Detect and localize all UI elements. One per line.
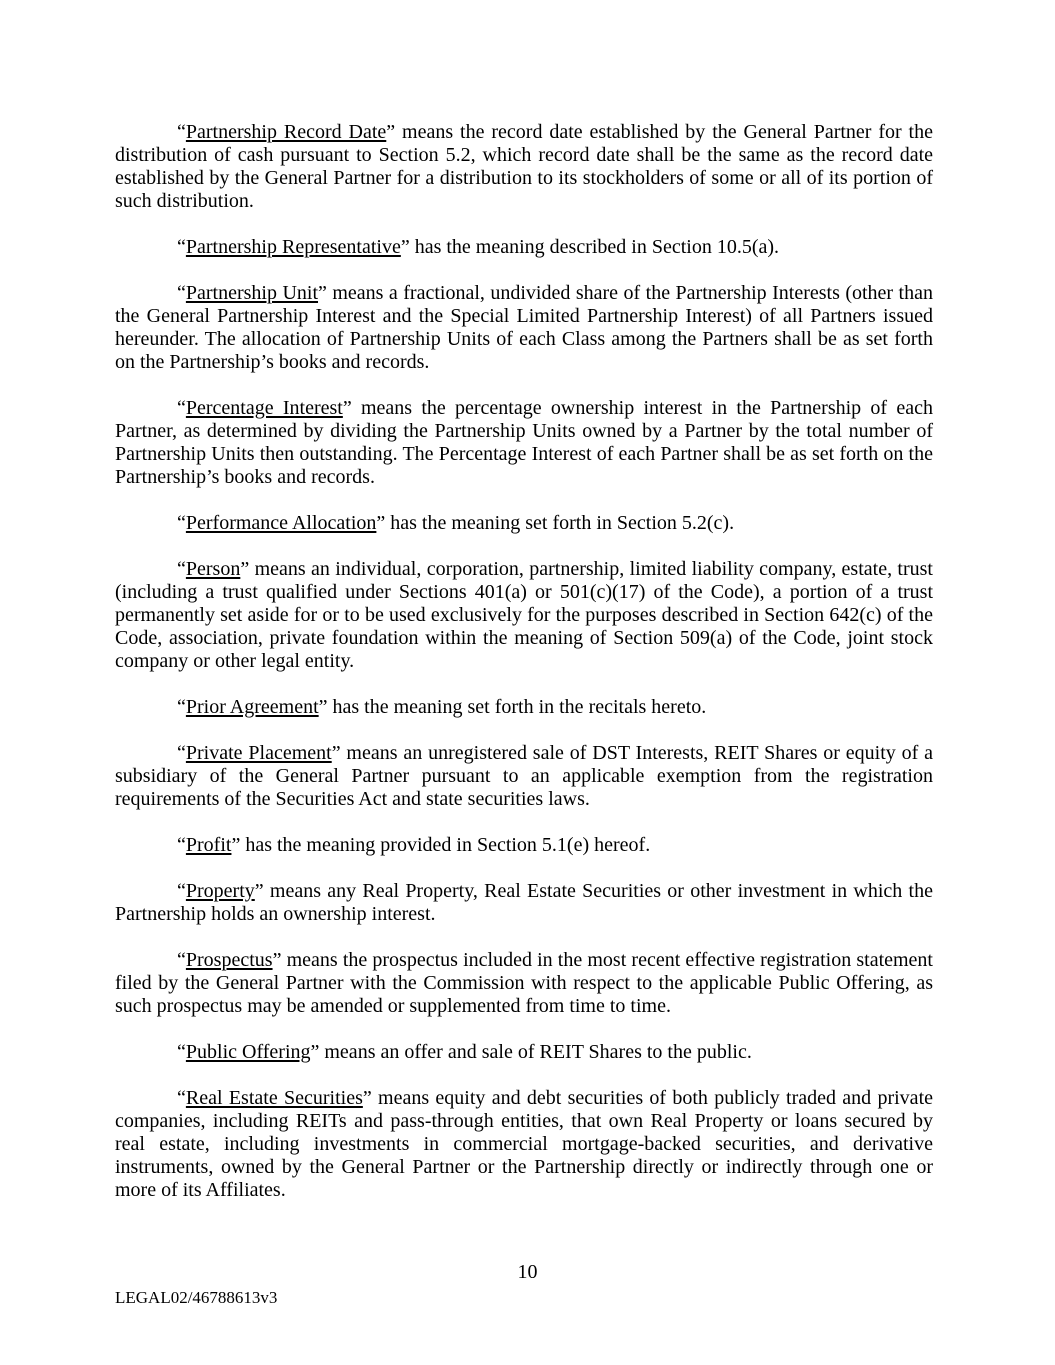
definition-paragraph: [115, 742, 933, 811]
definition-paragraph: [115, 121, 933, 213]
defined-term: Performance Allocation: [185, 512, 377, 534]
open-quote: “: [177, 880, 186, 902]
definition-text: ” means a fractional, undivided share of the Partnership Interests (other than the General Partnership Interest and the Special Limited Partnership Interest) of all Partners issued hereunder. The allocation of Partnership Units of each Class among the Partners shall be as set forth on the Partnership’s books and records.: [115, 282, 933, 373]
page-number: 10: [517, 1261, 538, 1283]
open-quote: “: [177, 282, 186, 304]
open-quote: “: [177, 1041, 186, 1063]
definition-text: ” means the percentage ownership interest in the Partnership of each Partner, as determined by dividing the Partnership Units owned by a Partner by the total number of Partnership Units then outstanding. The Percentage Interest of each Partner shall be as set forth on the Partnership’s books and records.: [115, 397, 933, 488]
defined-term: Prior Agreement: [185, 696, 319, 718]
definition-paragraph: [115, 236, 933, 259]
open-quote: “: [177, 949, 186, 971]
defined-term: Person: [185, 558, 241, 580]
open-quote: “: [177, 397, 186, 419]
definition-text: ” means any Real Property, Real Estate Securities or other investment in which the Partnership holds an ownership interest.: [115, 880, 933, 925]
definition-paragraph: [115, 834, 933, 857]
definition-text: ” has the meaning set forth in the recitals hereto.: [318, 696, 707, 718]
defined-term: Partnership Record Date: [185, 121, 387, 143]
definition-paragraph: [115, 696, 933, 719]
defined-term: Partnership Unit: [185, 282, 319, 304]
defined-term: Real Estate Securities: [185, 1087, 363, 1109]
open-quote: “: [177, 236, 186, 258]
document-body: [115, 121, 933, 1225]
definition-paragraph: [115, 558, 933, 673]
definition-paragraph: [115, 1041, 933, 1064]
open-quote: “: [177, 742, 186, 764]
definition-paragraph: [115, 880, 933, 926]
defined-term: Public Offering: [185, 1041, 311, 1063]
open-quote: “: [177, 558, 186, 580]
defined-term: Private Placement: [185, 742, 332, 764]
definition-text: ” means the record date established by the General Partner for the distribution of cash pursuant to Section 5.2, which record date shall be the same as the record date established by the General Partner for a distribution to its stockholders of some or all of its portion of such distribution.: [115, 121, 933, 212]
open-quote: “: [177, 1087, 186, 1109]
definition-paragraph: [115, 397, 933, 489]
definition-text: ” has the meaning provided in Section 5.1(e) hereof.: [231, 834, 651, 856]
definition-paragraph: [115, 282, 933, 374]
definition-paragraph: [115, 949, 933, 1018]
defined-term: Percentage Interest: [185, 397, 343, 419]
definition-text: ” means the prospectus included in the most recent effective registration statement filed by the General Partner with the Commission with respect to the applicable Public Offering, as such prospectus may be amended or supplemented from time to time.: [115, 949, 933, 1017]
definition-text: ” means an individual, corporation, partnership, limited liability company, estate, trust (including a trust qualified under Sections 401(a) or 501(c)(17) of the Code), a portion of a trust permanently set aside for or to be used exclusively for the purposes described in Section 642(c) of the Code, association, private foundation within the meaning of Section 509(a) of the Code, joint stock company or other legal entity.: [115, 558, 933, 672]
definition-paragraph: [115, 512, 933, 535]
definition-text: ” has the meaning set forth in Section 5.2(c).: [376, 512, 735, 534]
open-quote: “: [177, 696, 186, 718]
open-quote: “: [177, 834, 186, 856]
definition-text: ” means equity and debt securities of both publicly traded and private companies, including REITs and pass-through entities, that own Real Property or loans secured by real estate, including investments in commercial mortgage-backed securities, and derivative instruments, owned by the General Partner or the Partnership directly or indirectly through one or more of its Affiliates.: [115, 1087, 933, 1201]
defined-term: Partnership Representative: [185, 236, 401, 258]
definition-paragraph: [115, 1087, 933, 1202]
open-quote: “: [177, 121, 186, 143]
definition-text: ” means an offer and sale of REIT Shares to the public.: [310, 1041, 752, 1063]
defined-term: Profit: [185, 834, 232, 856]
document-id-footer: LEGAL02/46788613v3: [115, 1288, 278, 1307]
definition-text: ” has the meaning described in Section 10.5(a).: [400, 236, 780, 258]
defined-term: Property: [185, 880, 255, 902]
definition-text: ” means an unregistered sale of DST Interests, REIT Shares or equity of a subsidiary of the General Partner pursuant to an applicable exemption from the registration requirements of the Securities Act and state securities laws.: [115, 742, 933, 810]
defined-term: Prospectus: [185, 949, 273, 971]
open-quote: “: [177, 512, 186, 534]
